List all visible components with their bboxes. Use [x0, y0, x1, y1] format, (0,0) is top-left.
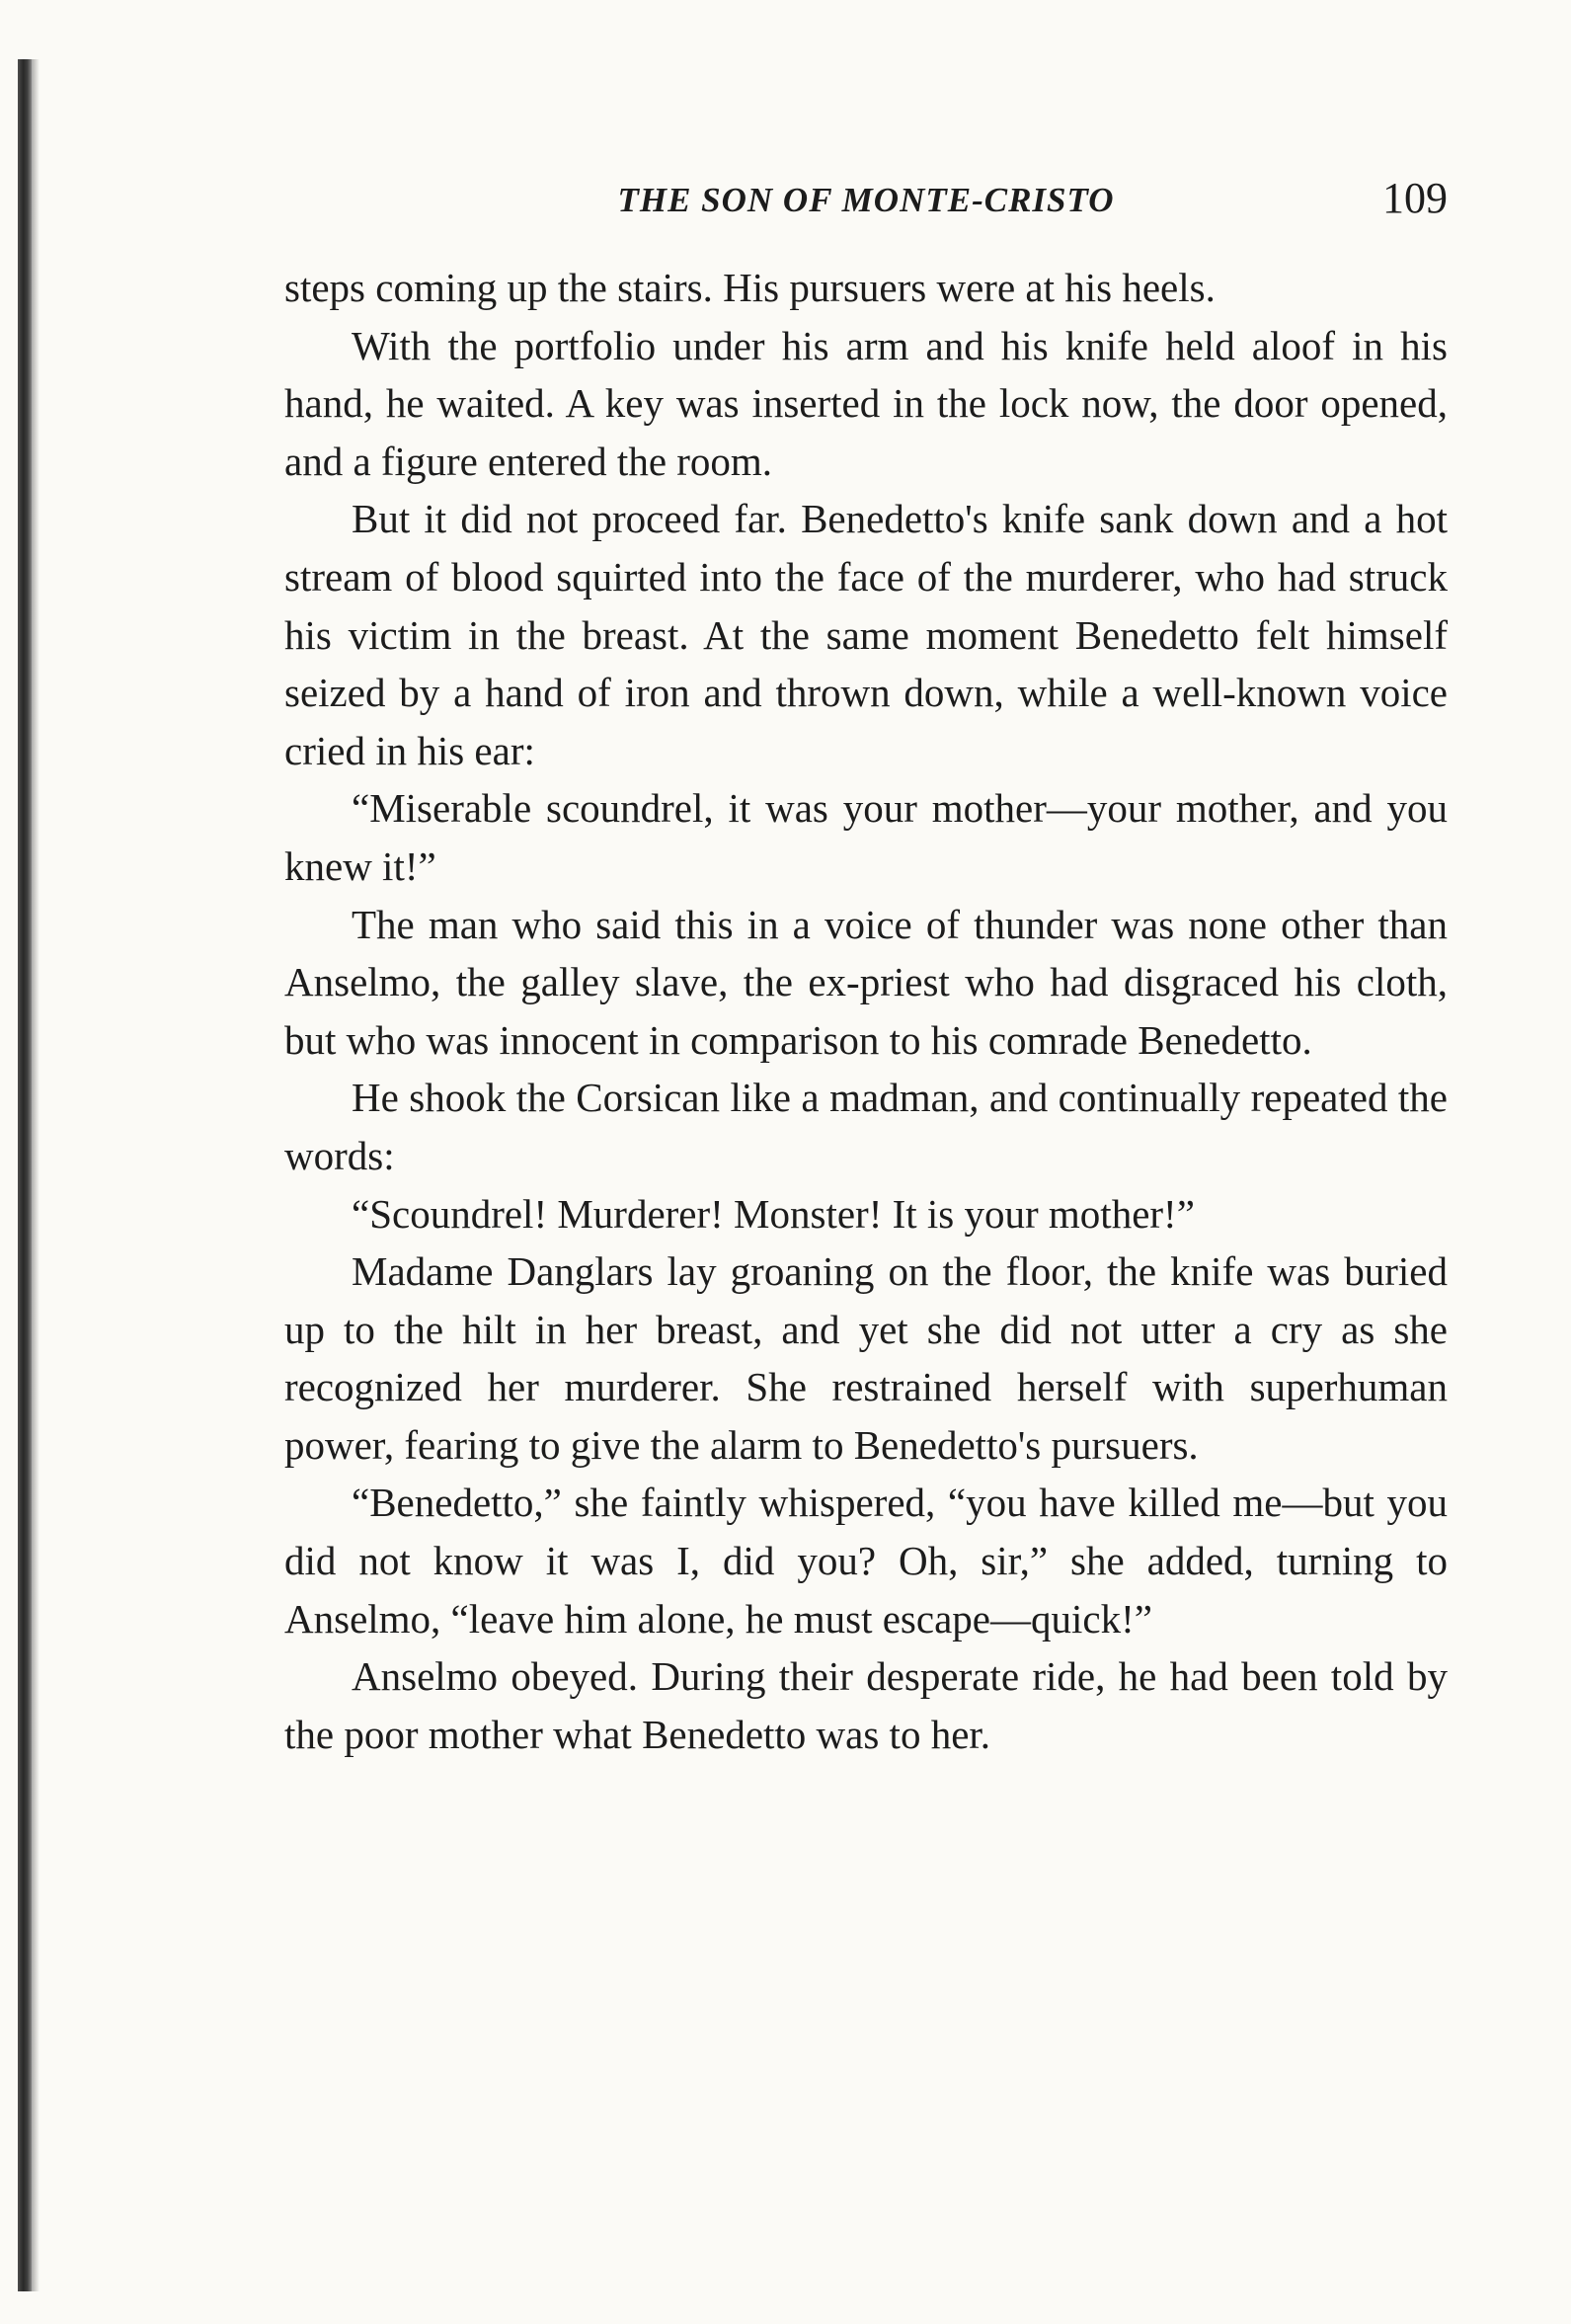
paragraph: He shook the Corsican like a madman, and continually repeated the words:	[284, 1075, 1448, 1178]
paragraph: The man who said this in a voice of thunder was none other than Anselmo, the galley slave, the ex-priest who had disgraced his cloth, but who was innocent in comparison to his comrade Benedetto.	[284, 901, 1448, 1063]
book-binding-edge	[18, 59, 32, 2291]
paragraph: Madame Danglars lay groaning on the floor, the knife was buried up to the hilt in her breast, and yet she did not utter a cry as she recognized her murderer. She restrained herself with superhuman power, fearing to give the alarm to Benedetto's pursuers.	[284, 1248, 1448, 1468]
running-header	[284, 173, 1448, 232]
paragraph: But it did not proceed far. Benedetto's knife sank down and a hot stream of blood squirted into the face of the murderer, who had struck his victim in the breast. At the same moment Benedetto felt himself seized by a hand of iron and thrown down, while a well-known voice cried in his ear:	[284, 496, 1448, 773]
paragraph: Anselmo obeyed. During their desperate ride, he had been told by the poor mother what Benedetto was to her.	[284, 1653, 1448, 1757]
paragraph: steps coming up the stairs. His pursuers were at his heels.	[284, 265, 1216, 310]
body-text	[284, 259, 1448, 1763]
running-title: THE SON OF MONTE-CRISTO	[617, 181, 1115, 219]
binding-shadow	[32, 59, 39, 2291]
paragraph: “Scoundrel! Murderer! Monster! It is your mother!”	[352, 1190, 1195, 1237]
page-number: 109	[1382, 174, 1448, 222]
paragraph: “Benedetto,” she faintly whispered, “you have killed me—but you did not know it was I, did you? Oh, sir,” she added, turning to Anselmo, “leave him alone, he must escape—quick!”	[284, 1480, 1448, 1642]
paragraph: With the portfolio under his arm and his knife held aloof in his hand, he waited. A key was inserted in the lock now, the door opened, and a figure entered the room.	[284, 322, 1448, 484]
paragraph: “Miserable scoundrel, it was your mother—your mother, and you knew it!”	[284, 785, 1448, 889]
